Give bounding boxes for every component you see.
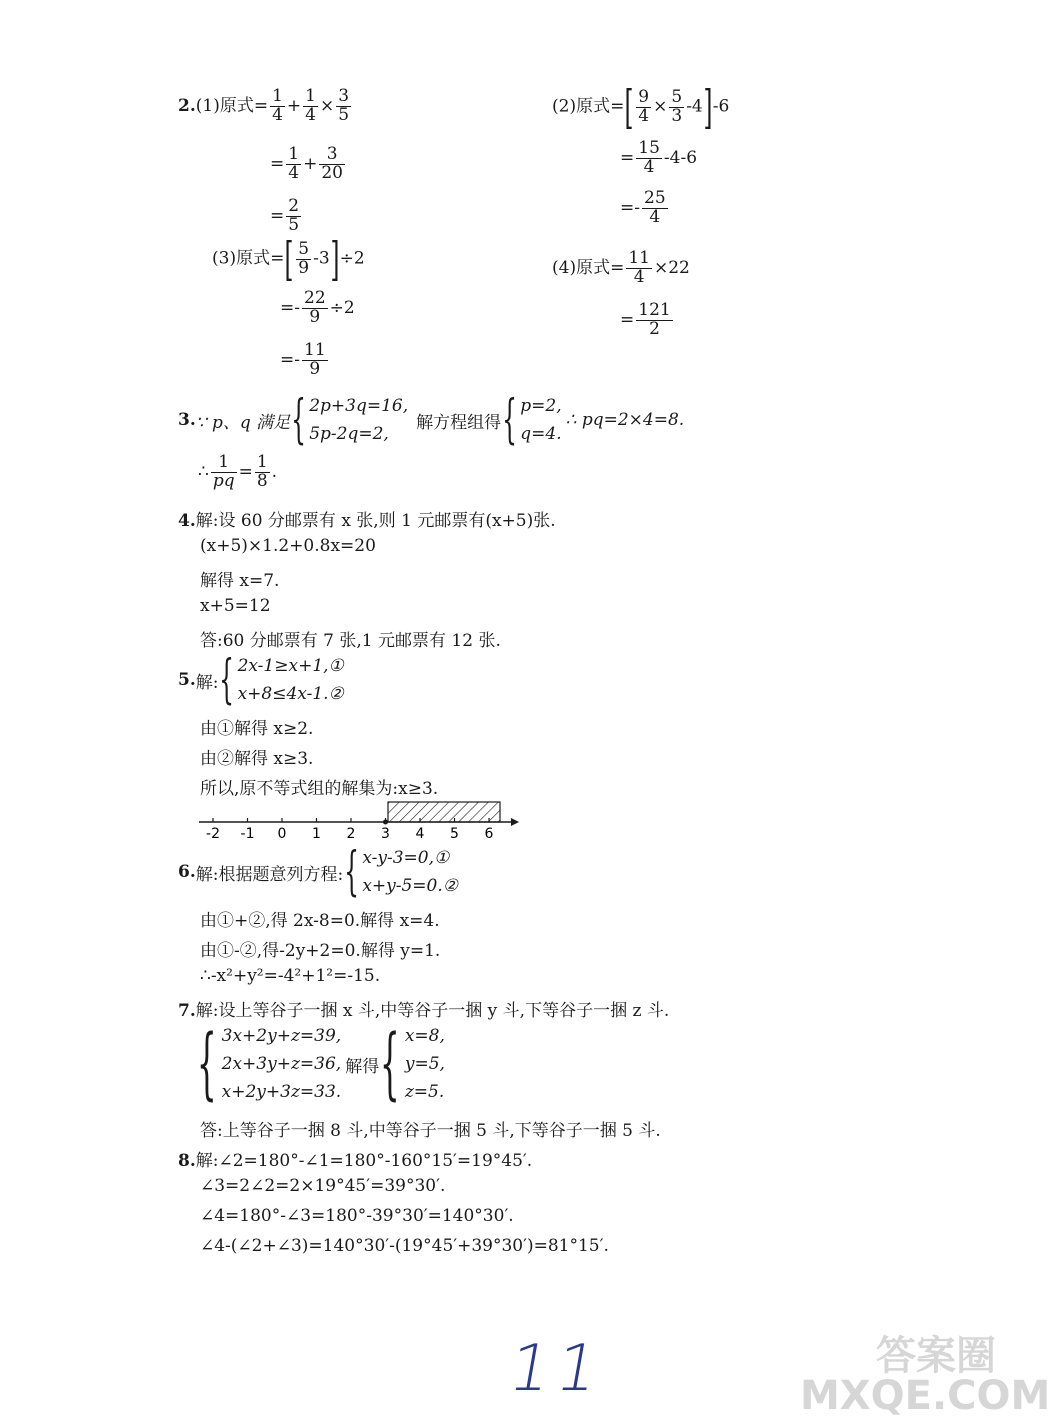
axis-tick-label: 6: [484, 826, 494, 842]
problem-7-system: { 3x+2y+z=39, 2x+3y+z=36, x+2y+3z=33. 解得 { x=8, y=5, z=5.: [196, 1019, 445, 1109]
fraction: $\frac{1}{4}$: [272, 86, 283, 125]
problem-2-part-3-step-3: =- $\frac{11}{9}$: [280, 340, 326, 379]
problem-5-line-1: 由①解得 x≥2.: [200, 719, 314, 739]
problem-7-answer: 答:上等谷子一捆 8 斗,中等谷子一捆 5 斗,下等谷子一捆 5 斗.: [200, 1121, 661, 1141]
fraction: $\frac{3}{5}$: [338, 86, 350, 125]
problem-2-part-3: (3)原式=[ $\frac{5}{9}$ -3]÷2: [212, 232, 365, 286]
number-line: [195, 798, 525, 842]
axis-tick-label: -2: [206, 826, 220, 842]
page-number: 11: [503, 1332, 610, 1406]
axis-tick-label: 2: [346, 826, 356, 842]
problem-5-line-3: 所以,原不等式组的解集为:x≥3.: [200, 779, 439, 799]
problem-6-line-3: ∴-x²+y²=-4²+1²=-15.: [200, 966, 381, 986]
problem-3-conclusion: ∴ $\frac{1}{pq}$ = $\frac{1}{8}$ .: [198, 452, 278, 491]
axis-tick-label: 5: [450, 826, 459, 842]
problem-8-line-2: ∠3=2∠2=2×19°45′=39°30′.: [200, 1176, 446, 1196]
problem-4-line-3: 解得 x=7.: [200, 571, 280, 591]
problem-6-line-2: 由①-②,得-2y+2=0.解得 y=1.: [200, 941, 441, 961]
problem-5-line-2: 由②解得 x≥3.: [200, 749, 314, 769]
problem-2-part-2-step-2: = $\frac{15}{4}$ -4-6: [620, 138, 698, 177]
problem-4-line-1: 4.解:设 60 分邮票有 x 张,则 1 元邮票有(x+5)张.: [178, 511, 556, 531]
problem-4-line-5: 答:60 分邮票有 7 张,1 元邮票有 12 张.: [200, 631, 501, 651]
problem-2-part-1-step-2: = $\frac{1}{4}$ + $\frac{3}{20}$: [270, 144, 343, 183]
axis-tick-label: 1: [312, 826, 321, 842]
problem-8-line-3: ∠4=180°-∠3=180°-39°30′=140°30′.: [200, 1206, 514, 1226]
axis-tick-label: 3: [381, 826, 390, 842]
label: (1)原式=: [195, 95, 269, 116]
axis-arrow: [511, 818, 519, 826]
watermark: 答案圈 MXQE.COM: [800, 1333, 1050, 1419]
problem-2-part-4: (4)原式= $\frac{11}{4}$ ×22: [552, 248, 690, 287]
problem-8-line-4: ∠4-(∠2+∠3)=140°30′-(19°45′+39°30′)=81°15′.: [200, 1236, 609, 1256]
problem-2-part-2: (2)原式=[ $\frac{9}{4}$ × $\frac{5}{3}$ -4]-6: [552, 80, 730, 134]
axis-tick-label: -1: [240, 826, 255, 842]
problem-5: 5. 解: { 2x-1≥x+1,① x+8≤4x-1.②: [178, 650, 344, 710]
problem-2-part-1: 2.(1)原式= $\frac{1}{4}$ + $\frac{1}{4}$ × $\frac{3}{5}$: [178, 86, 350, 125]
problem-4-line-4: x+5=12: [200, 596, 271, 616]
problem-6: 6. 解:根据题意列方程: { x-y-3=0,① x+y-5=0.②: [178, 842, 459, 902]
problem-7-intro: 7.解:设上等谷子一捆 x 斗,中等谷子一捆 y 斗,下等谷子一捆 z 斗.: [178, 1001, 670, 1021]
problem-2-part-2-step-3: =- $\frac{25}{4}$: [620, 188, 666, 227]
problem-number: 2.: [178, 95, 196, 116]
problem-2-part-1-step-3: = $\frac{2}{5}$: [270, 196, 300, 235]
problem-2-part-3-step-2: =- $\frac{22}{9}$ ÷2: [280, 288, 355, 327]
solution-region: [388, 802, 500, 822]
problem-number: 3.: [178, 410, 196, 430]
axis-tick-label: 4: [415, 826, 425, 842]
problem-4-line-2: (x+5)×1.2+0.8x=20: [200, 536, 376, 556]
problem-8-line-1: 8.解:∠2=180°-∠1=180°-160°15′=19°45′.: [178, 1151, 533, 1171]
problem-6-line-1: 由①+②,得 2x-8=0.解得 x=4.: [200, 911, 440, 931]
solution-endpoint: [383, 820, 388, 825]
problem-3: 3. ∵ p、q 满足 { 2p+3q=16, 5p-2q=2, 解方程组得 { p=2, q=4. ∴ pq=2×4=8.: [178, 390, 685, 450]
problem-2-part-4-step-2: = $\frac{121}{2}$: [620, 300, 671, 339]
fraction: $\frac{1}{4}$: [305, 86, 316, 125]
axis-tick-label: 0: [277, 826, 287, 842]
